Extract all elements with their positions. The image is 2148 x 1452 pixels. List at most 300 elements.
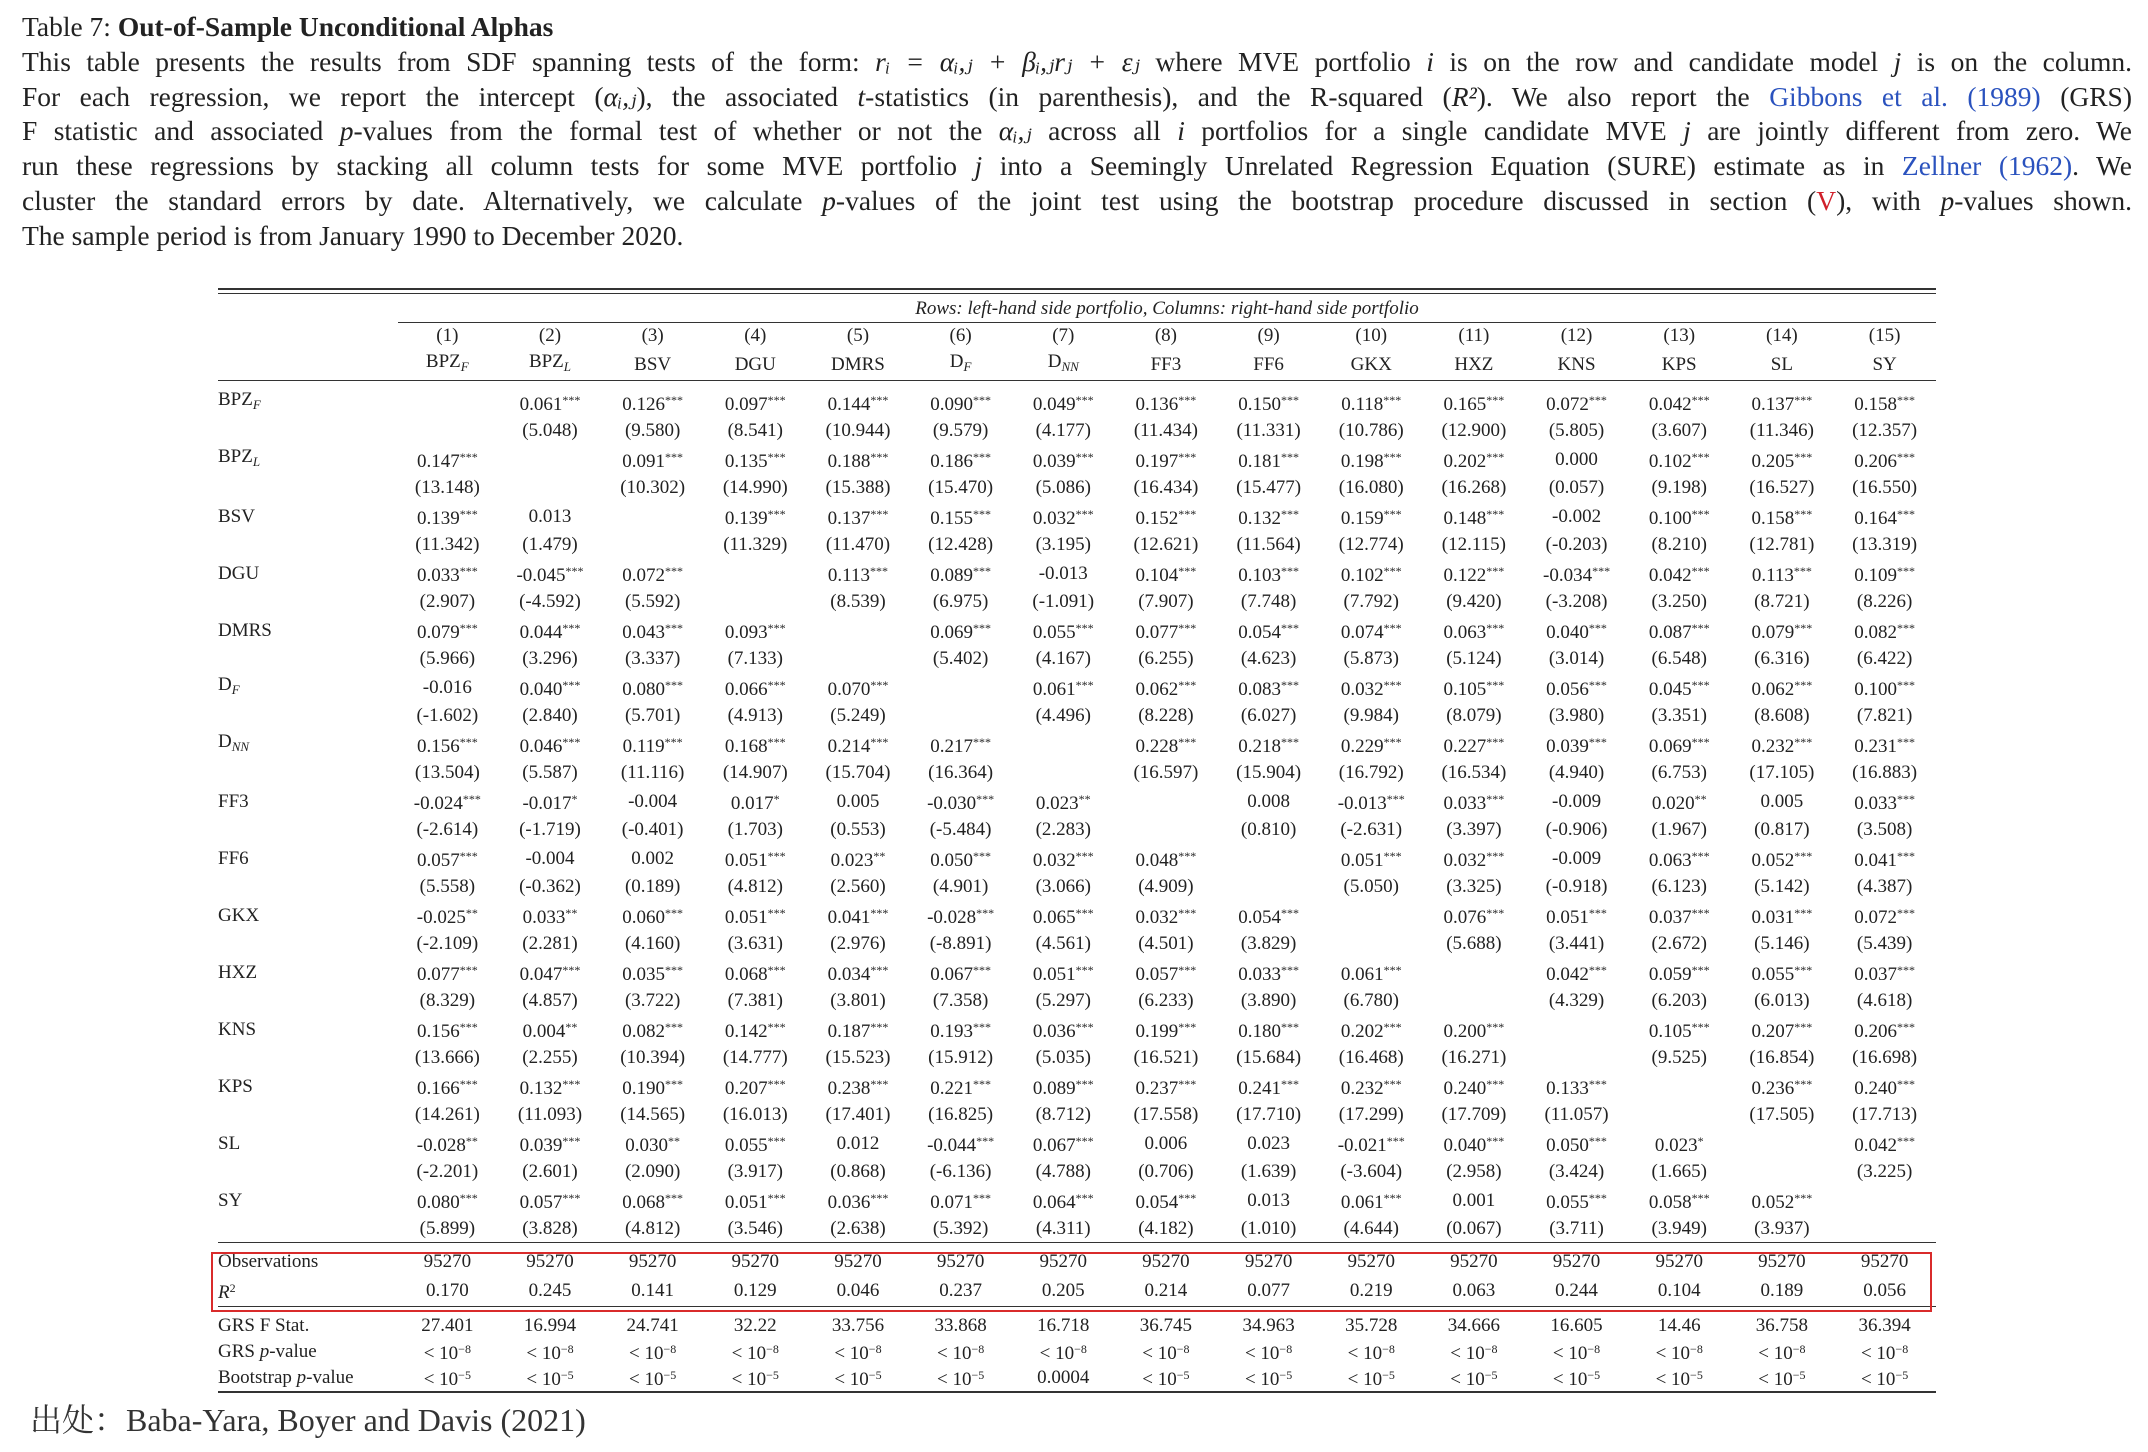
- caption-line: [22, 80, 2132, 115]
- alpha-cell: 0.197***: [1135, 450, 1197, 472]
- alpha-cell: 0.072***: [1854, 906, 1915, 928]
- column-number: (7): [1052, 325, 1075, 346]
- alpha-cell: 0.023*: [1654, 1134, 1704, 1156]
- tstat-cell: (7.133): [727, 648, 783, 669]
- caption-math: i: [1426, 45, 1434, 77]
- grs-f-cell: 32.22: [704, 1307, 807, 1340]
- table-row: [218, 1185, 1936, 1216]
- alpha-cell: 0.126***: [601, 381, 704, 419]
- alpha-cell: 0.005: [836, 790, 880, 812]
- caption-math: j: [1893, 45, 1902, 77]
- tstat-cell: (5.249): [830, 705, 886, 726]
- observations-label: Observations: [218, 1243, 396, 1276]
- alpha-cell: 0.035***: [622, 963, 684, 985]
- tstat-cell: (3.195): [1035, 534, 1091, 555]
- alpha-cell: -0.016: [422, 676, 472, 698]
- caption-text: is on the column.: [1901, 45, 2132, 77]
- r2-cell: 0.244: [1555, 1279, 1598, 1301]
- tstat-cell: (0.817): [1754, 819, 1810, 840]
- alpha-cell: 0.076***: [1443, 906, 1505, 928]
- observations-cell: 95270: [1217, 1243, 1320, 1276]
- observations-cell: 95270: [1115, 1243, 1218, 1276]
- table-row: [218, 1243, 1936, 1276]
- tstat-cell: (-6.136): [929, 1161, 992, 1182]
- tstat-cell: [1833, 1216, 1936, 1243]
- tstat-cell: (2.958): [1446, 1161, 1502, 1182]
- tstat-cell: (4.940): [1548, 762, 1605, 783]
- alpha-cell: 0.137***: [1731, 381, 1834, 419]
- r2-cell: 0.104: [1657, 1279, 1701, 1301]
- alpha-cell: [601, 501, 704, 532]
- column-header-subscript: NN: [1061, 359, 1079, 374]
- caption-title: Out-of-Sample Unconditional Alphas: [117, 11, 554, 42]
- tstat-cell: (8.608): [1754, 705, 1810, 726]
- tstat-cell: (16.434): [1133, 477, 1199, 498]
- alpha-cell: 0.144***: [807, 381, 910, 419]
- alpha-cell: -0.004: [525, 847, 575, 869]
- alpha-cell: 0.207***: [1751, 1020, 1813, 1042]
- tstat-cell: (2.907): [419, 591, 476, 612]
- tstat-cell: (-0.203): [1545, 534, 1608, 555]
- row-label: [218, 1185, 396, 1216]
- tstat-cell: (-1.719): [519, 819, 581, 840]
- alpha-cell: 0.202***: [1443, 450, 1505, 472]
- tstat-cell: (16.521): [1133, 1047, 1199, 1068]
- alpha-cell: 0.017*: [730, 792, 780, 814]
- tstat-cell: (4.182): [1138, 1218, 1194, 1239]
- alpha-cell: 0.054***: [1135, 1191, 1197, 1213]
- alpha-cell: 0.051***: [724, 1191, 786, 1213]
- caption-label: Table 7:: [22, 11, 111, 42]
- table-row: [218, 817, 1936, 843]
- alpha-cell: 0.105***: [1648, 1020, 1710, 1042]
- tstat-cell: (17.505): [1749, 1104, 1815, 1125]
- tstat-cell: (3.296): [522, 648, 578, 669]
- caption-text: is on the row and candidate model: [1433, 45, 1894, 77]
- alpha-cell: 0.050***: [1546, 1134, 1607, 1156]
- tstat-cell: [1423, 988, 1526, 1014]
- tstat-cell: (12.357): [1852, 420, 1918, 441]
- alpha-cell: -0.009: [1552, 790, 1602, 812]
- alpha-cell: 0.052***: [1751, 849, 1813, 871]
- grs-p-cell: < $10^{-8}$: [731, 1342, 779, 1364]
- section-link[interactable]: V: [1816, 184, 1837, 216]
- caption-line: [22, 114, 2132, 149]
- alpha-cell: 0.013: [528, 505, 572, 527]
- tstat-cell: (6.548): [1651, 648, 1707, 669]
- tstat-cell: (5.048): [522, 420, 578, 441]
- alpha-cell: 0.152***: [1135, 507, 1197, 529]
- column-header-subscript: L: [563, 359, 572, 374]
- table-row: [218, 558, 1936, 589]
- tstat-cell: (0.067): [1446, 1218, 1502, 1239]
- column-header-base: SY: [1872, 353, 1897, 375]
- tstat-cell: (-1.091): [1032, 591, 1095, 612]
- column-number: (11): [1458, 325, 1490, 346]
- bootstrap-p-cell: < $10^{-5}$: [704, 1364, 807, 1392]
- tstat-cell: (5.402): [932, 648, 989, 669]
- table-row: [218, 1128, 1936, 1159]
- alpha-cell: 0.166***: [416, 1077, 478, 1099]
- tstat-cell: [1012, 760, 1115, 786]
- tstat-cell: (15.388): [825, 477, 891, 498]
- tstat-cell: (16.698): [1852, 1047, 1918, 1068]
- alpha-cell: 0.060***: [622, 906, 684, 928]
- tstat-cell: (0.057): [1548, 477, 1605, 498]
- column-header-base: BSV: [634, 353, 672, 375]
- bootstrap-p-cell: < $10^{-5}$: [1833, 1364, 1936, 1392]
- results-grid: [218, 323, 1936, 1393]
- caption-math: p: [339, 115, 354, 147]
- caption-text: portfolios for a single candidate MVE: [1184, 115, 1684, 147]
- bootstrap-p-cell: < $10^{-5}$: [1423, 1364, 1526, 1392]
- alpha-cell: [499, 444, 602, 475]
- alpha-cell: 0.006: [1144, 1132, 1188, 1154]
- alpha-cell: 0.042***: [1854, 1134, 1915, 1156]
- tstat-cell: (8.329): [419, 990, 476, 1011]
- grs-f-cell: 16.605: [1525, 1307, 1628, 1340]
- alpha-cell: 0.074***: [1340, 621, 1402, 643]
- alpha-cell: 0.186***: [930, 450, 991, 472]
- caption-text: where MVE portfolio: [1139, 45, 1427, 77]
- alpha-cell: -0.013***: [1337, 792, 1405, 814]
- tstat-cell: (7.748): [1240, 591, 1297, 612]
- tstat-cell: (16.534): [1441, 762, 1507, 783]
- alpha-cell: 0.080***: [416, 1191, 478, 1213]
- r2-cell: 0.170: [425, 1279, 469, 1301]
- tstat-cell: (5.966): [419, 648, 476, 669]
- column-header: [601, 349, 704, 381]
- row-label-base: BPZ: [218, 446, 253, 467]
- table-header-span: Rows: left-hand side portfolio, Columns: right-hand side portfolio: [915, 298, 1419, 319]
- caption-text: ). We also report the: [1476, 80, 1770, 112]
- tstat-cell: (-3.208): [1545, 591, 1608, 612]
- column-header-base: KNS: [1557, 353, 1596, 375]
- alpha-cell: 0.097***: [704, 381, 807, 419]
- alpha-cell: 0.063***: [1648, 849, 1710, 871]
- caption-text: -values shown.: [1954, 184, 2132, 216]
- grs-f-cell: 36.745: [1115, 1307, 1218, 1340]
- tstat-cell: (3.351): [1651, 705, 1707, 726]
- row-label-base: GKX: [218, 904, 260, 926]
- alpha-cell: 0.119***: [622, 735, 683, 757]
- bootstrap-p-label: Bootstrap p-value: [218, 1364, 396, 1392]
- alpha-cell: -0.044***: [927, 1134, 995, 1156]
- bootstrap-p-cell: < $10^{-5}$: [1731, 1364, 1834, 1392]
- column-header-base: D: [949, 351, 964, 372]
- table-row: [218, 760, 1936, 786]
- tstat-cell: (2.840): [522, 705, 578, 726]
- tstat-cell: (4.561): [1035, 933, 1091, 954]
- tstat-cell: (3.890): [1240, 990, 1297, 1011]
- tstat-cell: (2.255): [522, 1047, 578, 1068]
- tstat-cell: (5.587): [522, 762, 578, 783]
- observations-cell: 95270: [1833, 1243, 1936, 1276]
- alpha-cell: 0.193***: [930, 1020, 991, 1042]
- column-header-base: D: [1047, 351, 1062, 372]
- tstat-cell: (8.226): [1856, 591, 1913, 612]
- tstat-cell: (16.268): [1441, 477, 1507, 498]
- alpha-cell: 0.218***: [1238, 735, 1299, 757]
- grs-f-cell: 33.756: [807, 1307, 910, 1340]
- alpha-cell: 0.221***: [930, 1077, 991, 1099]
- alpha-cell: 0.057***: [1135, 963, 1197, 985]
- caption-title-line: [22, 10, 2132, 45]
- citation-link[interactable]: Gibbons et al. (1989): [1769, 80, 2041, 112]
- alpha-cell: 0.043***: [622, 621, 684, 643]
- alpha-cell: 0.051***: [1546, 906, 1607, 928]
- grs-f-label: GRS F Stat.: [218, 1307, 396, 1340]
- alpha-cell: 0.135***: [724, 450, 786, 472]
- alpha-cell: 0.041***: [1854, 849, 1915, 871]
- table-row: [218, 703, 1936, 729]
- alpha-cell: 0.200***: [1443, 1020, 1505, 1042]
- tstat-cell: (4.623): [1240, 648, 1297, 669]
- tstat-cell: (5.086): [1035, 477, 1091, 498]
- tstat-cell: (4.788): [1035, 1161, 1091, 1182]
- alpha-cell: 0.227***: [1443, 735, 1505, 757]
- alpha-cell: 0.180***: [1238, 1020, 1299, 1042]
- r2-label: $R^2$: [218, 1281, 236, 1303]
- table-row: [218, 874, 1936, 900]
- alpha-cell: 0.190***: [622, 1077, 684, 1099]
- row-label-base: KPS: [218, 1075, 253, 1097]
- caption-line: [22, 219, 2132, 254]
- row-label-base: BPZ: [218, 389, 253, 410]
- tstat-cell: (6.316): [1754, 648, 1810, 669]
- table-row: [218, 323, 1936, 349]
- column-header: [1628, 349, 1731, 381]
- alpha-cell: 0.077***: [416, 963, 478, 985]
- tstat-cell: (3.424): [1548, 1161, 1605, 1182]
- alpha-cell: 0.236***: [1751, 1077, 1813, 1099]
- tstat-cell: (4.857): [522, 990, 578, 1011]
- alpha-cell: 0.181***: [1238, 450, 1299, 472]
- tstat-cell: (15.704): [825, 762, 891, 783]
- tstat-cell: (13.319): [1852, 534, 1918, 555]
- tstat-cell: (17.105): [1749, 762, 1815, 783]
- observations-cell: 95270: [909, 1243, 1012, 1276]
- caption-body: [22, 45, 2132, 254]
- tstat-cell: (17.713): [1852, 1104, 1918, 1125]
- column-number: (14): [1766, 325, 1798, 346]
- row-label-subscript: F: [231, 682, 240, 697]
- column-header: [1423, 349, 1526, 381]
- tstat-cell: (4.501): [1138, 933, 1194, 954]
- tstat-cell: (11.342): [415, 534, 480, 555]
- alpha-cell: 0.036***: [827, 1191, 889, 1213]
- alpha-cell: 0.056***: [1546, 678, 1607, 700]
- tstat-cell: (8.210): [1651, 534, 1707, 555]
- bootstrap-p-cell: < $10^{-5}$: [807, 1364, 910, 1392]
- tstat-cell: (16.883): [1852, 762, 1918, 783]
- caption-text: This table presents the results from SDF spanning tests of the form:: [22, 45, 876, 77]
- grs-f-cell: 35.728: [1320, 1307, 1423, 1340]
- grs-f-cell: 16.994: [499, 1307, 602, 1340]
- grs-p-label: GRS p-value: [218, 1340, 317, 1362]
- alpha-cell: 0.093***: [724, 621, 786, 643]
- table-row: [218, 900, 1936, 931]
- column-header: [396, 349, 499, 381]
- tstat-cell: (5.592): [624, 591, 681, 612]
- column-number: (4): [744, 325, 767, 346]
- tstat-cell: (3.441): [1548, 933, 1605, 954]
- tstat-cell: (4.909): [1138, 876, 1194, 897]
- table-row: [218, 1339, 1936, 1364]
- alpha-cell: 0.083***: [1238, 678, 1299, 700]
- alpha-cell: 0.132***: [1238, 507, 1299, 529]
- alpha-cell: 0.042***: [1628, 381, 1731, 419]
- alpha-cell: 0.012: [836, 1132, 880, 1154]
- tstat-cell: (3.937): [1754, 1218, 1810, 1239]
- tstat-cell: (10.394): [620, 1047, 686, 1068]
- alpha-cell: 0.232***: [1751, 735, 1813, 757]
- column-number: (12): [1560, 325, 1593, 346]
- table-row: [218, 418, 1936, 444]
- column-number: (10): [1355, 325, 1388, 346]
- tstat-cell: (3.325): [1446, 876, 1502, 897]
- tstat-cell: (5.142): [1754, 876, 1810, 897]
- table-row: [218, 1159, 1936, 1185]
- alpha-cell: 0.013: [1247, 1189, 1290, 1211]
- bootstrap-p-cell: < $10^{-5}$: [499, 1364, 602, 1392]
- alpha-cell: 0.062***: [1751, 678, 1813, 700]
- r2-cell: 0.219: [1349, 1279, 1393, 1301]
- citation-link[interactable]: Zellner (1962): [1901, 150, 2073, 182]
- row-label-base: FF6: [218, 847, 249, 869]
- tstat-cell: (9.579): [932, 420, 989, 441]
- tstat-cell: (5.899): [419, 1218, 476, 1239]
- table-row: [218, 1102, 1936, 1128]
- tstat-cell: [1320, 931, 1423, 957]
- column-number: (3): [641, 325, 664, 346]
- alpha-cell: 0.122***: [1443, 564, 1505, 586]
- alpha-cell: -0.024***: [413, 792, 481, 814]
- alpha-cell: 0.082***: [1854, 621, 1915, 643]
- column-header-base: GKX: [1350, 353, 1392, 375]
- column-header: [1525, 349, 1628, 381]
- table-row: [218, 1045, 1936, 1071]
- alpha-cell: 0.033***: [1443, 792, 1505, 814]
- grs-p-cell: < $10^{-8}$: [1244, 1342, 1293, 1364]
- row-label: [218, 615, 396, 646]
- tstat-cell: (16.271): [1441, 1047, 1507, 1068]
- table-row: [218, 475, 1936, 501]
- alpha-cell: 0.023**: [830, 849, 886, 871]
- tstat-cell: (17.710): [1236, 1104, 1302, 1125]
- tstat-cell: (14.990): [722, 477, 788, 498]
- alpha-cell: 0.206***: [1854, 450, 1915, 472]
- alpha-cell: 0.228***: [1135, 735, 1197, 757]
- row-label-base: HXZ: [218, 961, 258, 983]
- tstat-cell: (8.721): [1754, 591, 1810, 612]
- alpha-cell: -0.030***: [927, 792, 995, 814]
- alpha-cell: 0.032***: [1340, 678, 1402, 700]
- alpha-cell: [1320, 900, 1423, 931]
- r2-cell: 0.245: [528, 1279, 572, 1301]
- column-header: [1320, 349, 1423, 381]
- tstat-cell: (9.984): [1343, 705, 1399, 726]
- bootstrap-p-cell: < $10^{-5}$: [1115, 1364, 1218, 1392]
- tstat-cell: [807, 646, 910, 672]
- alpha-cell: -0.034***: [1543, 564, 1611, 586]
- alpha-cell: [1525, 1014, 1628, 1045]
- alpha-cell: 0.055***: [724, 1134, 786, 1156]
- tstat-cell: [909, 703, 1012, 729]
- row-label: [218, 444, 396, 475]
- caption-text: -values of the joint test using the bootstrap procedure discussed in section (: [835, 184, 1817, 216]
- alpha-cell: 0.061***: [1032, 678, 1094, 700]
- row-label-base: SL: [218, 1132, 241, 1154]
- alpha-cell: [704, 558, 807, 589]
- alpha-cell: 0.040***: [519, 678, 581, 700]
- table-row: [218, 1071, 1936, 1102]
- tstat-cell: (0.189): [624, 876, 681, 897]
- caption-math: αᵢ,ⱼ: [603, 80, 637, 112]
- alpha-cell: 0.040***: [1443, 1134, 1505, 1156]
- observations-cell: 95270: [704, 1243, 807, 1276]
- tstat-cell: (2.090): [624, 1161, 681, 1182]
- alpha-cell: 0.050***: [930, 849, 991, 871]
- tstat-cell: (-2.109): [416, 933, 479, 954]
- bootstrap-p-cell: < $10^{-5}$: [1217, 1364, 1320, 1392]
- caption-text: across all: [1031, 115, 1178, 147]
- observations-cell: 95270: [1320, 1243, 1423, 1276]
- alpha-cell: 0.023: [1247, 1132, 1290, 1154]
- alpha-cell: 0.158***: [1833, 381, 1936, 419]
- alpha-cell: 0.048***: [1135, 849, 1197, 871]
- alpha-cell: 0.104***: [1135, 564, 1197, 586]
- observations-cell: 95270: [1012, 1243, 1115, 1276]
- tstat-cell: (3.014): [1548, 648, 1605, 669]
- tstat-cell: (6.123): [1651, 876, 1707, 897]
- alpha-cell: 0.241***: [1238, 1077, 1299, 1099]
- r2-cell: 0.189: [1760, 1279, 1804, 1301]
- alpha-cell: 0.188***: [827, 450, 889, 472]
- tstat-cell: (6.975): [932, 591, 989, 612]
- alpha-cell: 0.150***: [1217, 381, 1320, 419]
- tstat-cell: (-0.401): [621, 819, 684, 840]
- alpha-cell: 0.033**: [522, 906, 578, 928]
- tstat-cell: (5.805): [1548, 420, 1605, 441]
- alpha-cell: 0.077***: [1135, 621, 1197, 643]
- grs-p-cell: < $10^{-8}$: [1860, 1342, 1909, 1364]
- tstat-cell: (-5.484): [929, 819, 992, 840]
- alpha-cell: 0.199***: [1135, 1020, 1197, 1042]
- tstat-cell: (4.901): [932, 876, 989, 897]
- tstat-cell: (3.337): [624, 648, 681, 669]
- tstat-cell: (11.329): [723, 534, 788, 555]
- results-table: [218, 288, 1936, 1393]
- grs-f-cell: 16.718: [1012, 1307, 1115, 1340]
- alpha-cell: 0.036***: [1032, 1020, 1094, 1042]
- alpha-cell: 0.023**: [1035, 792, 1091, 814]
- alpha-cell: 0.057***: [519, 1191, 581, 1213]
- alpha-cell: [807, 615, 910, 646]
- row-label-base: DGU: [218, 562, 260, 584]
- table-row: [218, 381, 1936, 419]
- tstat-cell: (5.873): [1343, 648, 1399, 669]
- table-row: [218, 1307, 1936, 1340]
- column-number: (13): [1663, 325, 1696, 346]
- alpha-cell: 0.044***: [519, 621, 581, 643]
- table-row: [218, 988, 1936, 1014]
- tstat-cell: (4.167): [1035, 648, 1091, 669]
- tstat-cell: (4.329): [1548, 990, 1605, 1011]
- alpha-cell: 0.079***: [1751, 621, 1813, 643]
- alpha-cell: 0.061***: [1340, 1191, 1402, 1213]
- tstat-cell: (1.479): [522, 534, 578, 555]
